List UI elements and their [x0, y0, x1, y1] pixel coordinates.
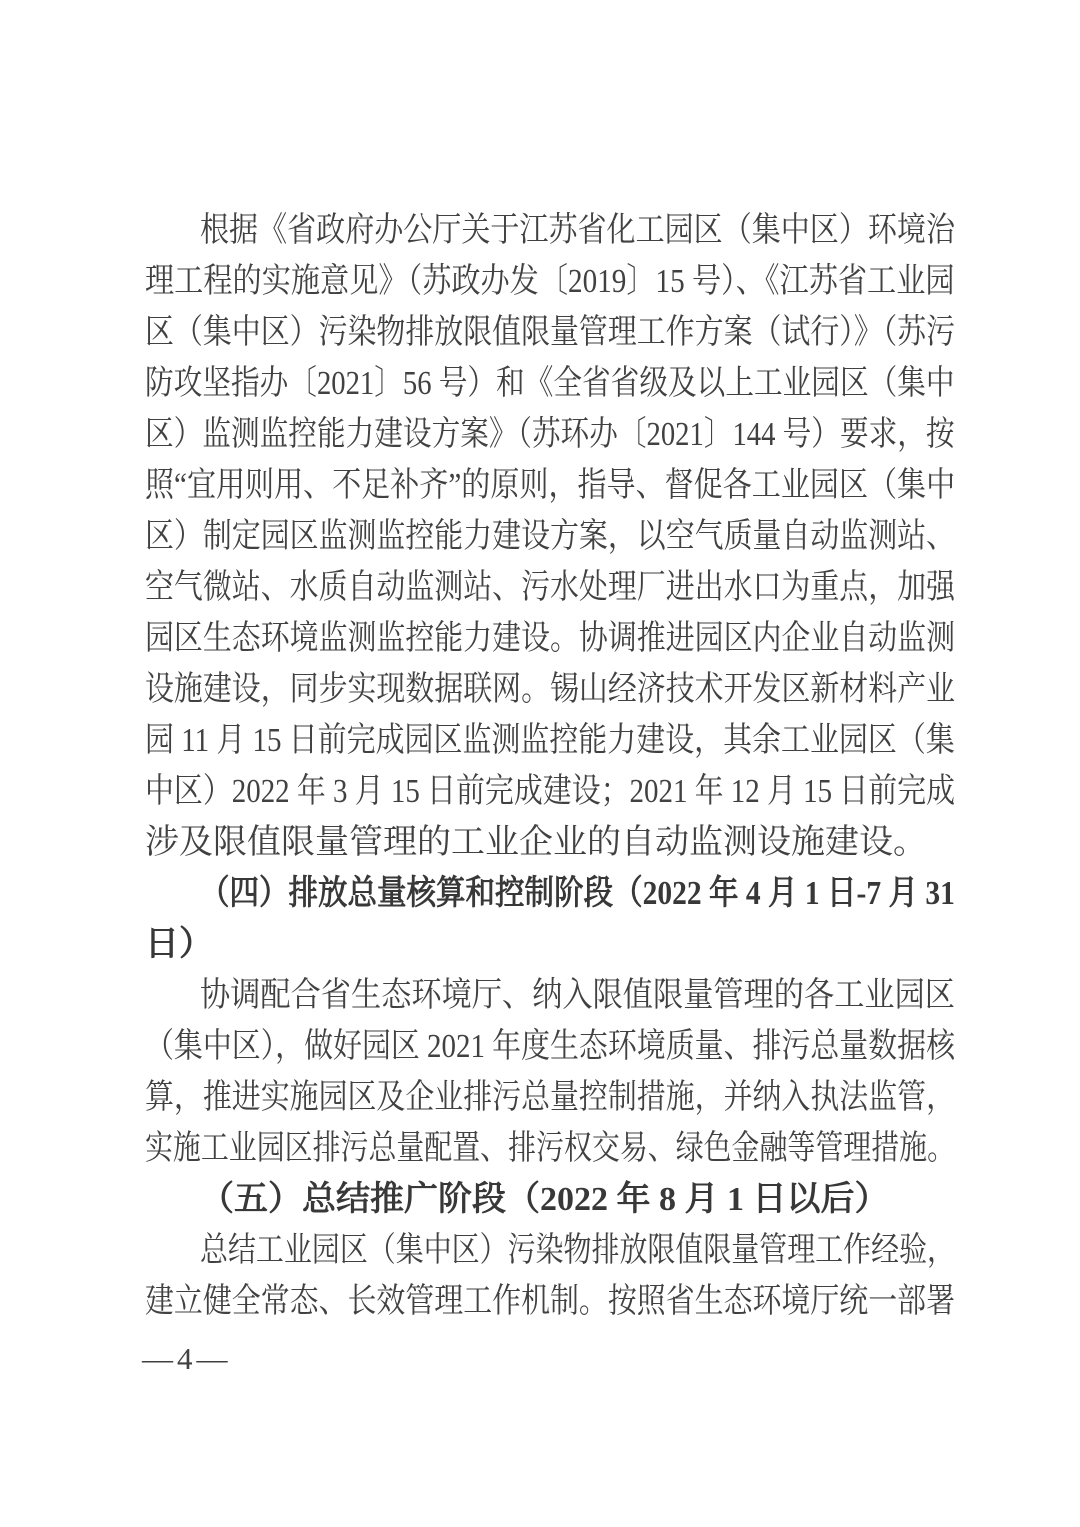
text-line: 区（集中区）污染物排放限值限量管理工作方案（试行）》（苏污 [145, 314, 955, 351]
text-line: 理工程的实施意见》（苏政办发〔2019〕15 号）、《江苏省工业园 [145, 263, 955, 300]
page-number: —4— [142, 1341, 232, 1376]
text-line: 照“宜用则用、不足补齐”的原则，指导、督促各工业园区（集中 [145, 467, 956, 504]
text-line: 区）监测监控能力建设方案》（苏环办〔2021〕144 号）要求，按 [145, 416, 955, 453]
text-line: 根据《省政府办公厅关于江苏省化工园区（集中区）环境治 [200, 212, 955, 249]
text-line: 建立健全常态、长效管理工作机制。按照省生态环境厅统一部署 [145, 1283, 955, 1320]
section-heading-4-line: 日） [145, 926, 213, 963]
document-body [145, 205, 955, 1327]
text-line: 实施工业园区排污总量配置、排污权交易、绿色金融等管理措施。 [145, 1130, 955, 1167]
text-line: 防攻坚指办〔2021〕56 号）和《全省省级及以上工业园区（集中 [145, 365, 955, 402]
section-heading-4-line: （四）排放总量核算和控制阶段（2022 年 4 月 1 日-7 月 31 [200, 875, 955, 912]
text-line: 中区）2022 年 3 月 15 日前完成建设；2021 年 12 月 15 日前完成 [145, 773, 955, 810]
text-line: （集中区），做好园区 2021 年度生态环境质量、排污总量数据核 [145, 1028, 955, 1065]
text-line: 园区生态环境监测监控能力建设。协调推进园区内企业自动监测 [145, 620, 955, 657]
text-line: 园 11 月 15 日前完成园区监测监控能力建设，其余工业园区（集 [145, 722, 955, 759]
text-line: 设施建设，同步实现数据联网。锡山经济技术开发区新材料产业 [145, 671, 955, 708]
text-line: 协调配合省生态环境厅、纳入限值限量管理的各工业园区 [200, 977, 955, 1014]
text-line: 空气微站、水质自动监测站、污水处理厂进出水口为重点，加强 [145, 569, 955, 606]
text-line: 算，推进实施园区及企业排污总量控制措施，并纳入执法监管， [145, 1079, 955, 1116]
text-line: 区）制定园区监测监控能力建设方案，以空气质量自动监测站、 [145, 518, 955, 555]
text-line: 涉及限值限量管理的工业企业的自动监测设施建设。 [145, 824, 927, 861]
section-heading-5-line: （五）总结推广阶段（2022 年 8 月 1 日以后） [200, 1181, 889, 1218]
text-line: 总结工业园区（集中区）污染物排放限值限量管理工作经验， [200, 1232, 955, 1269]
